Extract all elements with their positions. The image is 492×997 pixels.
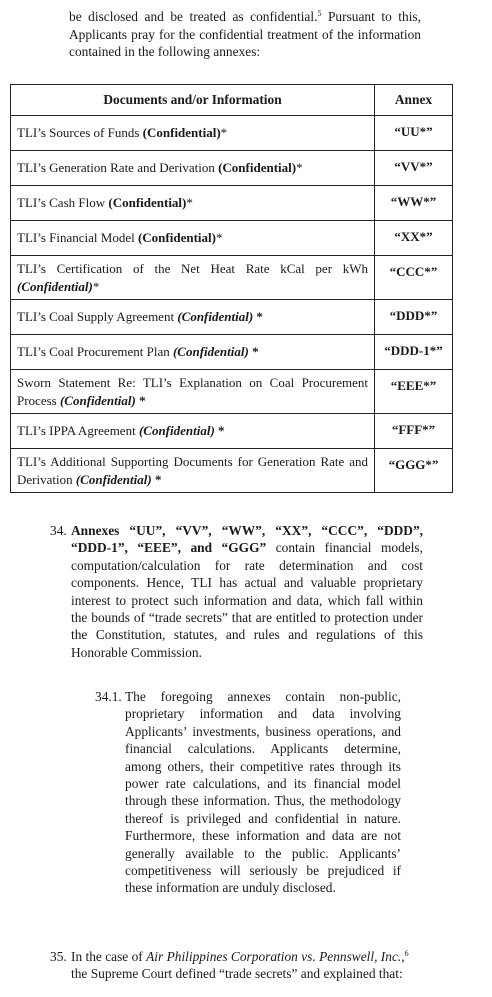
- paragraph-34: [71, 522, 423, 661]
- table-header-row: [11, 85, 453, 116]
- document-name: TLI’s Cash Flow: [17, 195, 109, 211]
- confidential-label: (Confidential): [137, 230, 216, 246]
- annex-cell: “GGG*”: [375, 449, 453, 493]
- paragraph-34-1: The foregoing annexes contain non-public, proprietary information and data involving Applicants’ investments, business operations, and financial calculations. Applicants determine, among others, their competitive rates through its power rate calculations, and its financial model through these information. Thus, the methodology thereof is privileged and confidential in nature. Furthermore, these information and data are not generally available to the public. Applicants’ competitiveness will seriously be prejudiced if these information are unduly disclosed.: [125, 689, 401, 896]
- confidential-label: (Confidential): [172, 344, 249, 360]
- table-row: [11, 335, 453, 370]
- annex-table: [10, 84, 453, 493]
- intro-text-continued: Pursuant to this, Applicants pray for the confidential treatment of the information contained in the following annexes:: [69, 9, 421, 59]
- annexes-list: Annexes “UU”, “VV”, “WW”, “XX”, “CCC”, “DDD”, “DDD-1”, “EEE”, and “GGG”: [71, 523, 423, 556]
- annex-cell: “DDD-1*”: [375, 335, 453, 370]
- confidential-label: (Confidential): [218, 160, 297, 176]
- confidential-label: (Confidential): [142, 125, 221, 141]
- paragraph-number-34: 34.: [50, 523, 67, 538]
- confidential-label: (Confidential): [108, 195, 187, 211]
- asterisk: *: [296, 160, 303, 176]
- document-cell: [11, 335, 375, 370]
- table-row: [11, 221, 453, 256]
- table-row: [11, 449, 453, 493]
- annex-cell: “XX*”: [375, 221, 453, 256]
- document-name: TLI’s Generation Rate and Derivation: [17, 160, 219, 176]
- document-name: TLI’s Financial Model: [17, 230, 138, 246]
- annex-cell: “WW*”: [375, 186, 453, 221]
- confidential-label: (Confidential): [17, 278, 93, 294]
- intro-text: be disclosed and be treated as confidential.: [69, 9, 318, 24]
- paragraph-35-text-continued: the Supreme Court defined “trade secrets” and explained that:: [71, 966, 403, 982]
- annex-cell: “EEE*”: [375, 370, 453, 414]
- annex-cell: “CCC*”: [375, 256, 453, 300]
- document-cell: [11, 221, 375, 256]
- document-name: TLI’s Coal Procurement Plan: [17, 344, 173, 360]
- paragraph-35-text: In the case of: [71, 949, 147, 964]
- document-name: TLI’s IPPA Agreement: [17, 423, 139, 439]
- asterisk: *: [92, 278, 100, 294]
- paragraph-34-text: contain financial models, computation/calculation for rate determination and cost components. Hence, TLI has actual and valuable proprietary interest to protect such information and data, which fall within the bounds of “trade secrets” that are entitled to protection under the Constitution, statutes, and rules and regulations of this Honorable Commission.: [71, 540, 423, 660]
- asterisk: *: [253, 309, 263, 325]
- document-cell: [11, 370, 375, 414]
- asterisk: *: [220, 125, 228, 141]
- column-header-documents: Documents and/or Information: [11, 85, 375, 116]
- document-name: TLI’s Certification of the Net Heat Rate kCal per kWh: [17, 261, 368, 276]
- table-row: [11, 151, 453, 186]
- column-header-annex: Annex: [375, 85, 453, 116]
- document-cell: [11, 186, 375, 221]
- document-name: TLI’s Coal Supply Agreement: [17, 309, 178, 325]
- footnote-ref-5: 5: [317, 9, 322, 18]
- case-citation: Air Philippines Corporation vs. Pennswell, Inc.: [146, 949, 402, 964]
- document-cell: [11, 449, 375, 493]
- asterisk: *: [135, 392, 146, 408]
- table-row: [11, 256, 453, 300]
- table-row: [11, 414, 453, 449]
- footnote-ref-6: 6: [404, 949, 409, 958]
- document-cell: [11, 116, 375, 151]
- document-cell: [11, 414, 375, 449]
- annex-cell: “DDD*”: [375, 300, 453, 335]
- intro-paragraph: [69, 8, 421, 61]
- paragraph-number-35: 35.: [50, 949, 67, 964]
- table-row: [11, 300, 453, 335]
- confidential-label: (Confidential): [59, 392, 136, 408]
- table-row: [11, 116, 453, 151]
- document-name: TLI’s Sources of Funds: [17, 125, 143, 141]
- confidential-label: (Confidential): [138, 423, 215, 439]
- confidential-label: (Confidential): [75, 471, 152, 487]
- asterisk: *: [248, 344, 259, 360]
- table-row: [11, 186, 453, 221]
- paragraph-35: [71, 948, 423, 983]
- asterisk: *: [151, 471, 162, 487]
- comma: ,: [401, 949, 405, 964]
- document-cell: [11, 256, 375, 300]
- document-cell: [11, 300, 375, 335]
- asterisk: *: [215, 230, 223, 246]
- asterisk: *: [214, 423, 225, 439]
- document-cell: [11, 151, 375, 186]
- annex-cell: “VV*”: [375, 151, 453, 186]
- paragraph-number-34-1: 34.1.: [95, 689, 122, 704]
- annex-cell: “UU*”: [375, 116, 453, 151]
- document-name: Sworn Statement Re: TLI’s Explanation on Coal Procurement Process: [17, 375, 368, 408]
- table-row: [11, 370, 453, 414]
- asterisk: *: [186, 195, 193, 211]
- confidential-label: (Confidential): [177, 309, 254, 325]
- annex-cell: “FFF*”: [375, 414, 453, 449]
- document-name: TLI’s Additional Supporting Documents for Generation Rate and Derivation: [17, 454, 368, 487]
